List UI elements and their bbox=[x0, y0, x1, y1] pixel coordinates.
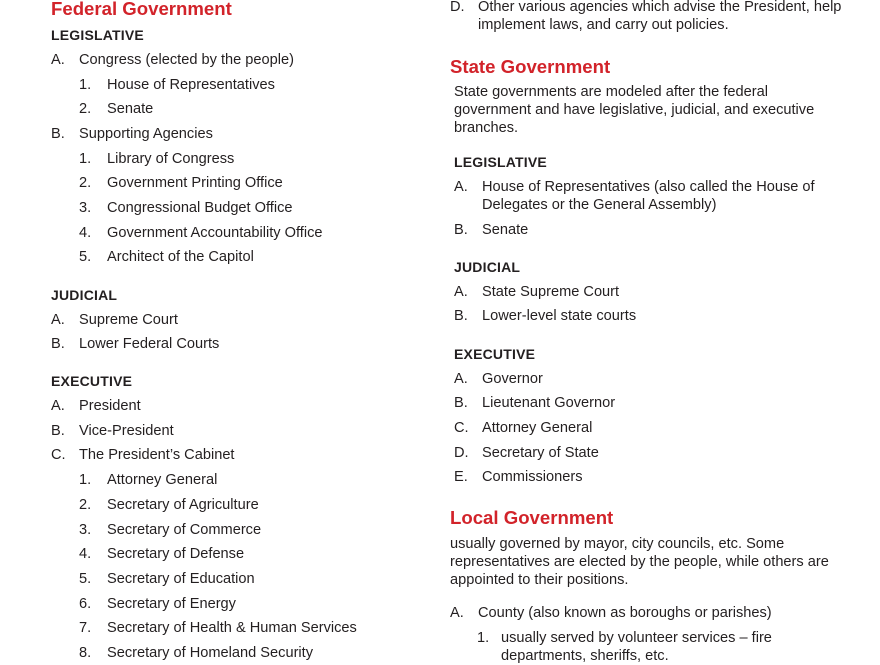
list-item: A. Governor bbox=[454, 371, 543, 387]
list-item: C. The President’s Cabinet bbox=[51, 447, 235, 463]
list-item: 5. Architect of the Capitol bbox=[79, 249, 254, 265]
list-item: 1. House of Representatives bbox=[79, 77, 275, 93]
federal-legislative-heading: LEGISLATIVE bbox=[51, 27, 144, 43]
list-item: 8. Secretary of Homeland Security bbox=[79, 645, 314, 661]
list-item: 2. Government Printing Office bbox=[79, 175, 283, 191]
list-item: C. Attorney General bbox=[454, 420, 593, 436]
state-legislative-heading: LEGISLATIVE bbox=[454, 154, 547, 170]
list-item: A. President bbox=[51, 398, 141, 414]
list-item: B. Lower-level state courts bbox=[454, 308, 637, 324]
list-item: B. Senate bbox=[454, 222, 529, 238]
list-item: A. County (also known as boroughs or parishes) bbox=[450, 605, 772, 621]
list-item: 4. Secretary of Defense bbox=[79, 546, 245, 562]
federal-judicial-heading: JUDICIAL bbox=[51, 287, 118, 303]
local-title: Local Government bbox=[450, 507, 614, 528]
list-item: 1. usually served by volunteer services – fire departments, sheriffs, etc. bbox=[477, 630, 772, 664]
list-item: A. State Supreme Court bbox=[454, 284, 620, 300]
state-judicial-heading: JUDICIAL bbox=[454, 259, 521, 275]
state-title: State Government bbox=[450, 56, 611, 77]
list-item: 2. Secretary of Agriculture bbox=[79, 497, 259, 513]
list-item: 7. Secretary of Health & Human Services bbox=[79, 620, 357, 636]
federal-title: Federal Government bbox=[51, 0, 232, 19]
list-item: 3. Congressional Budget Office bbox=[79, 200, 293, 216]
list-item: A. Congress (elected by the people) bbox=[51, 52, 294, 68]
list-item: 1. Attorney General bbox=[79, 472, 218, 488]
list-item: 5. Secretary of Education bbox=[79, 571, 255, 587]
list-item: D. Other various agencies which advise the President, help implement laws, and carry out policies. bbox=[450, 0, 842, 33]
list-item: 2. Senate bbox=[79, 101, 154, 117]
list-item: B. Lower Federal Courts bbox=[51, 336, 220, 352]
list-item: A. Supreme Court bbox=[51, 312, 178, 328]
state-executive-heading: EXECUTIVE bbox=[454, 346, 536, 362]
list-item: D. Secretary of State bbox=[454, 445, 599, 461]
list-item: B. Vice-President bbox=[51, 423, 174, 439]
list-item: B. Supporting Agencies bbox=[51, 126, 213, 142]
federal-executive-heading: EXECUTIVE bbox=[51, 373, 133, 389]
list-item: 4. Government Accountability Office bbox=[79, 225, 323, 241]
list-item: E. Commissioners bbox=[454, 469, 583, 485]
local-intro: usually governed by mayor, city councils, etc. Some representatives are elected by the people, while others are appointed to their positions. bbox=[450, 536, 829, 588]
list-item: A. House of Representatives (also called the House of Delegates or the General Assembly) bbox=[454, 179, 815, 213]
state-intro: State governments are modeled after the federal government and have legislative, judicial, and executive branches. bbox=[454, 84, 815, 136]
list-item: 3. Secretary of Commerce bbox=[79, 522, 262, 538]
list-item: 6. Secretary of Energy bbox=[79, 596, 236, 612]
list-item: B. Lieutenant Governor bbox=[454, 395, 616, 411]
list-item: 1. Library of Congress bbox=[79, 151, 235, 167]
